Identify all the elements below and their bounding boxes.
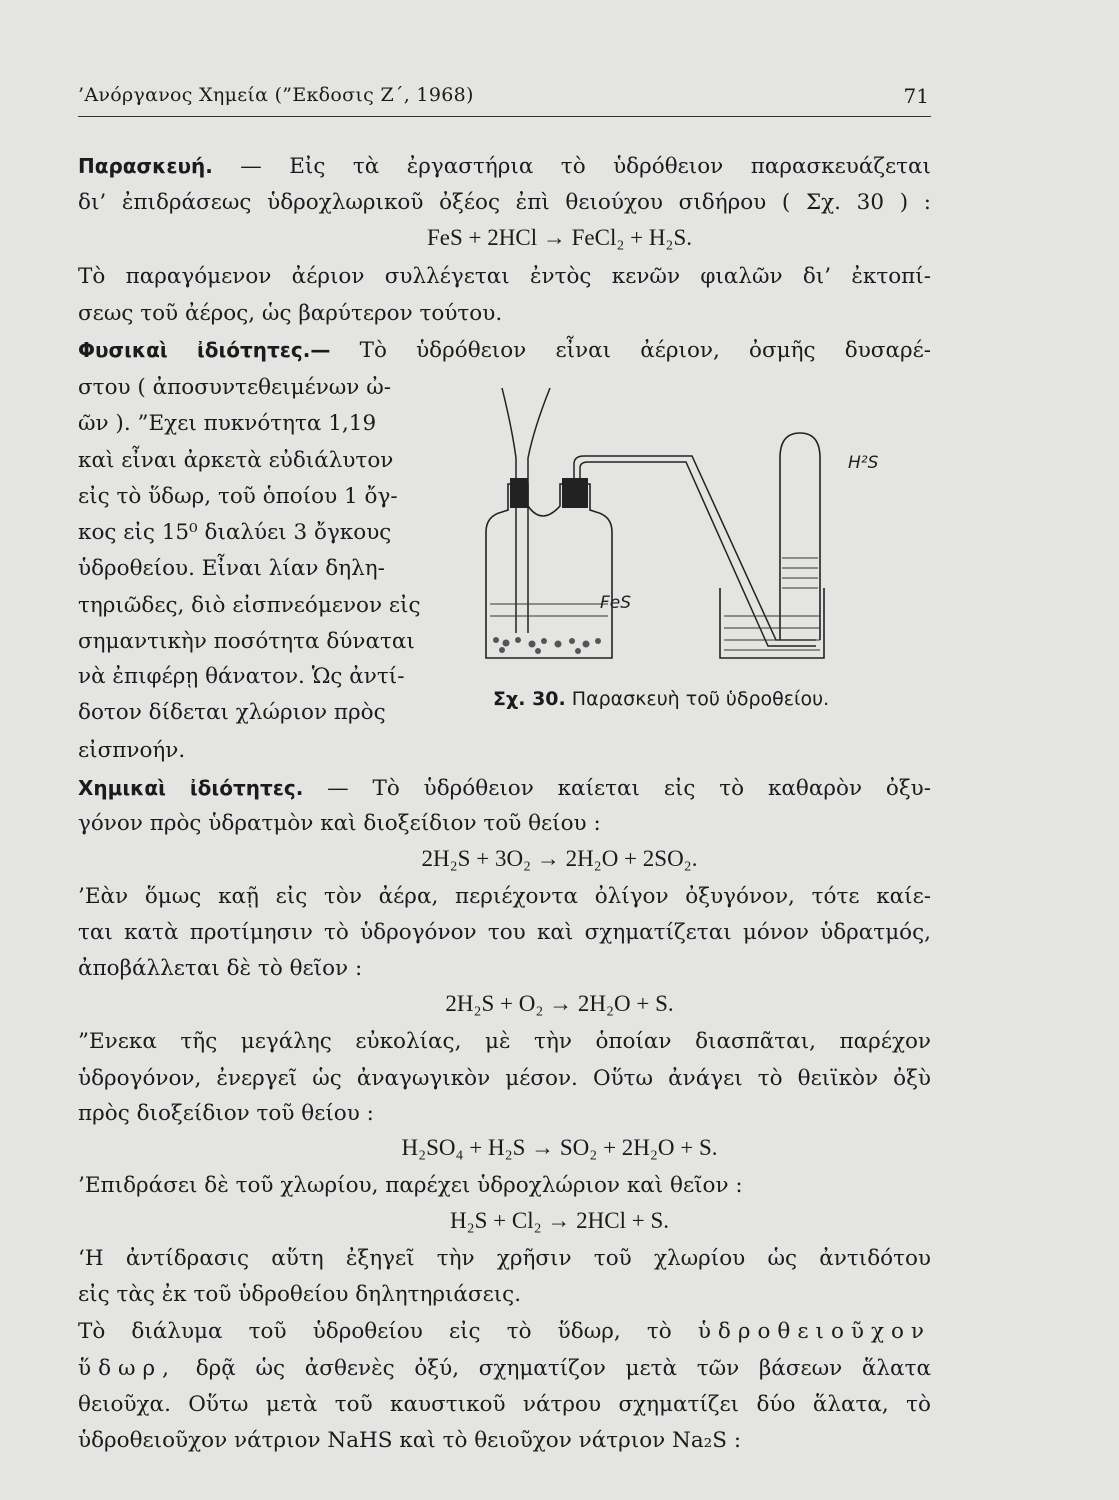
fes-particles <box>493 637 601 654</box>
text-line: Τὸ διάλυμα τοῦ ὑδροθείου εἰς τὸ ὕδωρ, τὸ ὑδροθειοῦχον <box>78 1319 931 1344</box>
text-line: ἀποβάλλεται δὲ τὸ θεῖον : <box>78 956 363 981</box>
collection-cylinder <box>780 433 820 640</box>
text-line: στου ( ἀποσυντεθειμένων ὠ- <box>78 375 392 400</box>
equation: 2H₂S + 3O₂ → 2H₂O + 2SO₂. <box>421 846 698 871</box>
page-number: 71 <box>903 84 929 108</box>
section-heading-preparation: Παρασκευή. <box>78 154 213 178</box>
text-line: σεως τοῦ ἀέρος, ὡς βαρύτερον τούτου. <box>78 301 503 326</box>
text-line: ῶν ). ”Εχει πυκνότητα 1,19 <box>78 411 377 436</box>
text-line: εἰς τὰς ἐκ τοῦ ὑδροθείου δηλητηριάσεις. <box>78 1282 522 1307</box>
text-line: ὕδωρ, δρᾷ ὡς ἀσθενὲς ὀξύ, σχηματίζον μετὰ τῶν βάσεων ἅλατα <box>78 1356 931 1381</box>
running-title: ’Ανόργανος Χημεία (”Εκδοσις Ζ΄, 1968) <box>78 84 474 106</box>
text-line: ὑδροθειοῦχον νάτριον NaHS καὶ τὸ θειοῦχον νάτριον Na₂S : <box>78 1428 742 1453</box>
spaced-term: ὑδροθειοῦχον <box>697 1319 931 1344</box>
equation: H₂SO₄ + H₂S → SO₂ + 2H₂O + S. <box>401 1135 718 1160</box>
section-heading-physical: Φυσικαὶ ἰδιότητες.— <box>78 338 331 362</box>
stoppers <box>510 478 588 508</box>
water-lines <box>490 558 820 650</box>
text-line: ὑδρογόνον, ἐνεργεῖ ὡς ἀναγωγικὸν μέσον. Οὕτω ἀνάγει τὸ θειϊκὸν ὀξὺ <box>78 1066 931 1091</box>
text-line: ”Ενεκα τῆς μεγάλης εὐκολίας, μὲ τὴν ὁποίαν διασπᾶται, παρέχον <box>78 1029 931 1054</box>
text-line: σημαντικὴν ποσότητα δύναται <box>78 629 415 654</box>
text-line: ’Εὰν ὅμως καῇ εἰς τὸν ἀέρα, περιέχοντα ὀλίγον ὀξυγόνον, τότε καίε- <box>78 884 931 909</box>
text-line: πρὸς διοξείδιον τοῦ θείου : <box>78 1101 374 1126</box>
text-line: Χημικαὶ ἰδιότητες. — Τὸ ὑδρόθειον καίεται εἰς τὸ καθαρὸν ὀξυ- <box>78 776 932 801</box>
text-line: τηριῶδες, διὸ εἰσπνεόμενον εἰς <box>78 593 421 618</box>
text-line: ‘Η ἀντίδρασις αὕτη ἐξηγεῖ τὴν χρῆσιν τοῦ χλωρίου ὡς ἀντιδότου <box>78 1246 931 1271</box>
caption-label: Σχ. 30. <box>493 688 566 710</box>
text-line: Παρασκευή. — Εἰς τὰ ἐργαστήρια τὸ ὑδρόθειον παρασκευάζεται <box>78 154 931 179</box>
equation: H₂S + Cl₂ → 2HCl + S. <box>450 1208 669 1233</box>
text-line: ται κατὰ προτίμησιν τὸ ὑδρογόνον του καὶ σχηματίζεται μόνον ὑδρατμός, <box>78 920 931 945</box>
text-line: εἰς τὸ ὕδωρ, τοῦ ὁποίου 1 ὄγ- <box>78 484 398 509</box>
label-fes: FeS <box>600 593 632 613</box>
text-line: γόνον πρὸς ὑδρατμὸν καὶ διοξείδιον τοῦ θείου : <box>78 811 601 836</box>
text-line: καὶ εἶναι ἀρκετὰ εὐδιάλυτον <box>78 448 394 473</box>
apparatus-figure <box>468 388 930 678</box>
text-line: ὑδροθείου. Εἶναι λίαν δηλη- <box>78 556 385 581</box>
text-line: δι’ ἐπιδράσεως ὑδροχλωρικοῦ ὀξέος ἐπὶ θειούχου σιδήρου ( Σχ. 30 ) : <box>78 190 931 215</box>
text-line: θειοῦχα. Οὕτω μετὰ τοῦ καυστικοῦ νάτρου σχηματίζει δύο ἅλατα, τὸ <box>78 1392 931 1417</box>
text-line: εἰσπνοήν. <box>78 738 186 763</box>
text-line: Φυσικαὶ ἰδιότητες.— Τὸ ὑδρόθειον εἶναι ἀέριον, ὀσμῆς δυσαρέ- <box>78 338 932 363</box>
label-h2s: H²S <box>848 453 879 473</box>
text-line: Τὸ παραγόμενον ἀέριον συλλέγεται ἐντὸς κενῶν φιαλῶν δι’ ἐκτοπί- <box>78 264 931 289</box>
equation: FeS + 2HCl → FeCl₂ + H₂S. <box>427 225 692 250</box>
equation: 2H₂S + O₂ → 2H₂O + S. <box>445 991 674 1016</box>
page-header <box>78 76 931 117</box>
section-heading-chemical: Χημικαὶ ἰδιότητες. <box>78 776 304 800</box>
funnel <box>502 388 550 633</box>
text-line: ’Επιδράσει δὲ τοῦ χλωρίου, παρέχει ὑδροχλώριον καὶ θεῖον : <box>78 1173 743 1198</box>
spaced-term: ὕδωρ, <box>78 1356 177 1381</box>
caption-text: Παρασκευὴ τοῦ ὑδροθείου. <box>571 688 830 710</box>
text-line: κος εἰς 15⁰ διαλύει 3 ὄγκους <box>78 520 392 545</box>
text-line: νὰ ἐπιφέρῃ θάνατον. Ὡς ἀντί- <box>78 664 405 689</box>
figure-caption <box>493 688 913 710</box>
text-line: δοτον δίδεται χλώριον πρὸς <box>78 700 386 725</box>
